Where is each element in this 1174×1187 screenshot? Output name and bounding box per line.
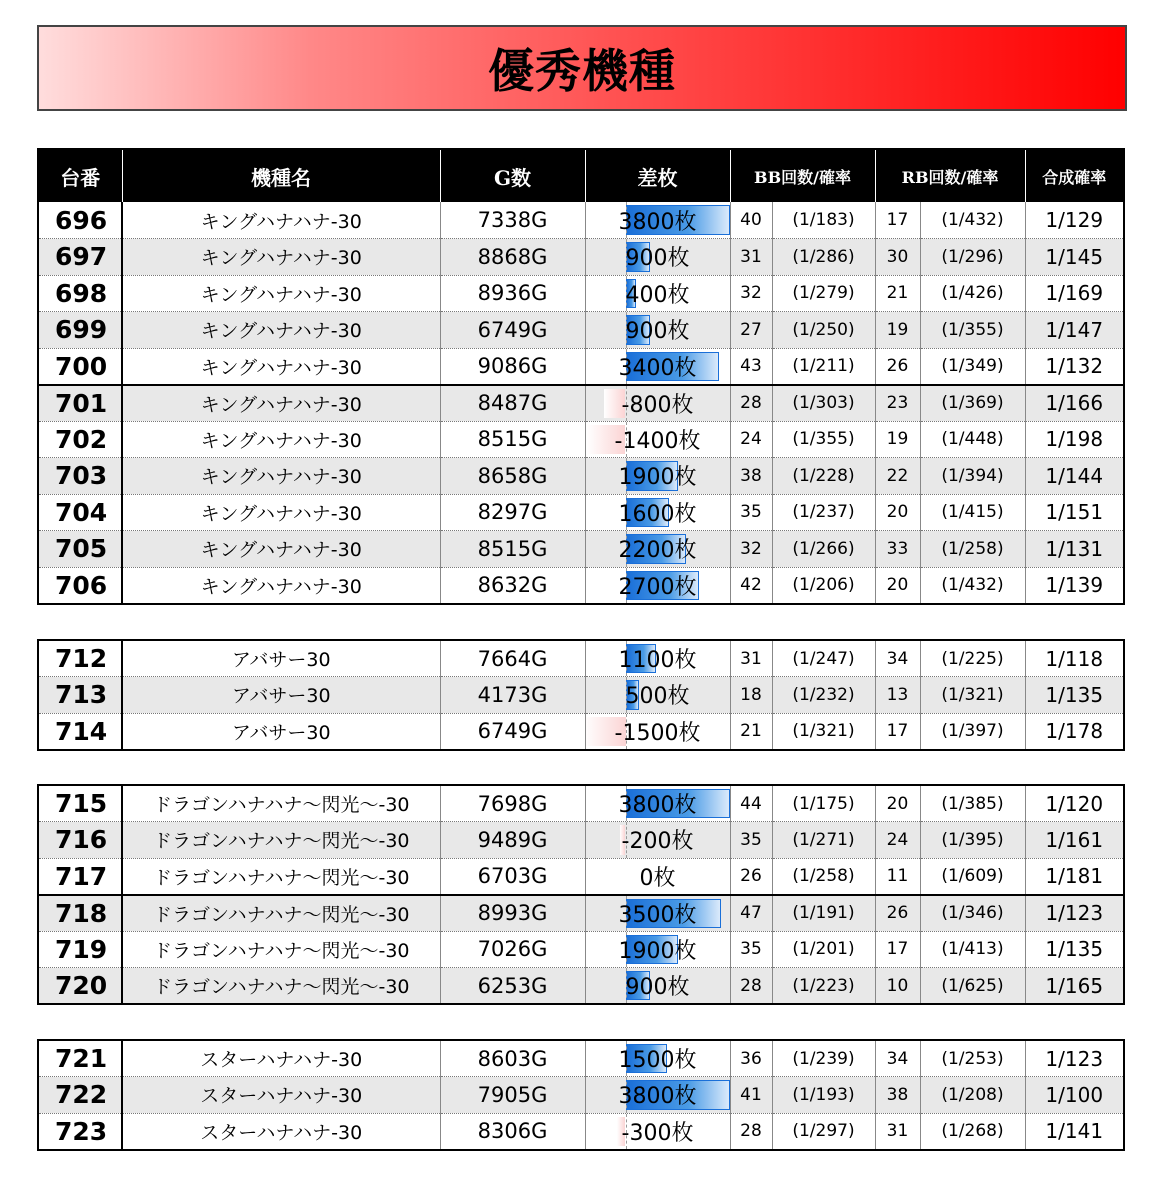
coin-difference-label: 2200枚 — [618, 538, 697, 564]
machine-table — [37, 148, 1125, 605]
bb-count: 35 — [730, 822, 772, 859]
coin-difference — [585, 275, 730, 312]
machine-number: 704 — [38, 494, 122, 531]
game-count: 4173G — [440, 677, 585, 714]
bb-count: 27 — [730, 312, 772, 349]
rb-count: 17 — [875, 202, 920, 239]
combined-probability: 1/135 — [1025, 931, 1124, 968]
coin-difference — [585, 785, 730, 822]
combined-probability: 1/181 — [1025, 858, 1124, 895]
bb-probability: (1/239) — [772, 1040, 875, 1077]
bb-count: 40 — [730, 202, 772, 239]
table-row — [38, 1040, 1124, 1077]
rb-count: 21 — [875, 275, 920, 312]
bb-count: 35 — [730, 494, 772, 531]
bb-count: 21 — [730, 713, 772, 750]
coin-difference-label: -1500枚 — [614, 720, 701, 746]
header-bb: BB回数/確率 — [730, 149, 875, 202]
coin-difference-label: 400枚 — [625, 282, 690, 308]
combined-probability: 1/161 — [1025, 822, 1124, 859]
table-row — [38, 312, 1124, 349]
machine-name: キングハナハナ-30 — [122, 239, 440, 276]
coin-difference-label: 3400枚 — [618, 355, 697, 381]
rb-probability: (1/321) — [920, 677, 1025, 714]
rb-probability: (1/395) — [920, 822, 1025, 859]
coin-difference — [585, 239, 730, 276]
rb-count: 23 — [875, 385, 920, 422]
machine-name: キングハナハナ-30 — [122, 348, 440, 385]
rb-count: 31 — [875, 1113, 920, 1150]
rb-probability: (1/426) — [920, 275, 1025, 312]
bb-probability: (1/266) — [772, 531, 875, 568]
coin-difference-label: 2700枚 — [618, 574, 697, 600]
combined-probability: 1/123 — [1025, 895, 1124, 932]
coin-difference — [585, 494, 730, 531]
game-count: 7698G — [440, 785, 585, 822]
combined-probability: 1/141 — [1025, 1113, 1124, 1150]
rb-probability: (1/394) — [920, 458, 1025, 495]
table-row — [38, 348, 1124, 385]
game-count: 8993G — [440, 895, 585, 932]
bb-probability: (1/286) — [772, 239, 875, 276]
bb-probability: (1/191) — [772, 895, 875, 932]
machine-name: アバサー30 — [122, 713, 440, 750]
bb-count: 28 — [730, 385, 772, 422]
rb-probability: (1/355) — [920, 312, 1025, 349]
coin-difference — [585, 348, 730, 385]
coin-difference — [585, 858, 730, 895]
rb-count: 34 — [875, 1040, 920, 1077]
coin-difference-label: 900枚 — [625, 319, 690, 345]
coin-difference — [585, 1113, 730, 1150]
coin-difference — [585, 567, 730, 604]
bb-count: 43 — [730, 348, 772, 385]
machine-table — [37, 784, 1125, 1005]
table-row — [38, 822, 1124, 859]
game-count: 6703G — [440, 858, 585, 895]
bb-count: 38 — [730, 458, 772, 495]
machine-number: 712 — [38, 640, 122, 677]
combined-probability: 1/120 — [1045, 791, 1104, 816]
rb-count: 33 — [875, 531, 920, 568]
coin-difference-label: 1500枚 — [618, 1048, 697, 1073]
table-row — [38, 567, 1124, 604]
rb-count: 17 — [875, 713, 920, 750]
rb-count: 20 — [875, 785, 920, 822]
game-count: 7905G — [440, 1077, 585, 1114]
game-count: 7338G — [440, 202, 585, 239]
rb-probability: (1/397) — [920, 713, 1025, 750]
machine-name: キングハナハナ-30 — [122, 567, 440, 604]
game-count: 9086G — [440, 348, 585, 385]
bb-count: 42 — [730, 567, 772, 604]
game-count: 8306G — [440, 1113, 585, 1150]
game-count: 8515G — [440, 531, 585, 568]
combined-probability: 1/100 — [1025, 1077, 1124, 1114]
rb-count: 10 — [875, 968, 920, 1005]
bb-probability: (1/271) — [772, 822, 875, 859]
machine-name: ドラゴンハナハナ～閃光～-30 — [122, 895, 440, 932]
game-count: 8603G — [440, 1040, 585, 1077]
bb-probability: (1/193) — [772, 1077, 875, 1114]
bb-count: 24 — [730, 421, 772, 458]
bb-probability: (1/355) — [772, 421, 875, 458]
bb-probability: (1/201) — [772, 931, 875, 968]
rb-probability: (1/432) — [920, 567, 1025, 604]
rb-count: 26 — [875, 348, 920, 385]
machine-name: キングハナハナ-30 — [122, 275, 440, 312]
coin-difference — [585, 640, 730, 677]
title-banner — [37, 25, 1127, 111]
table-row — [38, 458, 1124, 495]
machine-name: キングハナハナ-30 — [122, 202, 440, 239]
table-row — [38, 858, 1124, 895]
machine-number: 716 — [38, 822, 122, 859]
bb-probability: (1/279) — [772, 275, 875, 312]
bb-count: 26 — [730, 858, 772, 895]
coin-difference-label: 3800枚 — [618, 793, 697, 818]
combined-probability: 1/166 — [1025, 385, 1124, 422]
rb-probability: (1/268) — [920, 1113, 1025, 1150]
game-count: 7664G — [440, 640, 585, 677]
coin-difference — [585, 1077, 730, 1114]
bb-count: 36 — [730, 1040, 772, 1077]
table-row — [38, 713, 1124, 750]
coin-difference — [585, 677, 730, 714]
machine-number: 698 — [38, 275, 122, 312]
bb-probability: (1/223) — [772, 968, 875, 1005]
rb-probability: (1/208) — [920, 1077, 1025, 1114]
bb-count: 41 — [730, 1077, 772, 1114]
bb-probability: (1/237) — [772, 494, 875, 531]
rb-count: 22 — [875, 458, 920, 495]
rb-probability: (1/349) — [920, 348, 1025, 385]
machine-name: ドラゴンハナハナ～閃光～-30 — [122, 931, 440, 968]
machine-name: ドラゴンハナハナ～閃光～-30 — [122, 822, 440, 859]
header-num: 台番 — [38, 149, 122, 202]
rb-count: 17 — [875, 931, 920, 968]
machine-number: 719 — [38, 931, 122, 968]
machine-name: キングハナハナ-30 — [122, 531, 440, 568]
game-count: 8868G — [440, 239, 585, 276]
table-row — [38, 785, 1124, 822]
rb-probability: (1/448) — [920, 421, 1025, 458]
bb-count: 47 — [730, 895, 772, 932]
machine-number: 713 — [38, 677, 122, 714]
combined-probability: 1/145 — [1025, 239, 1124, 276]
game-count: 8515G — [440, 421, 585, 458]
machine-name: キングハナハナ-30 — [122, 421, 440, 458]
rb-probability: (1/432) — [920, 202, 1025, 239]
combined-probability: 1/131 — [1025, 531, 1124, 568]
coin-difference — [585, 822, 730, 859]
table-row — [38, 677, 1124, 714]
rb-count: 38 — [875, 1077, 920, 1114]
bb-count: 31 — [730, 239, 772, 276]
rb-count: 11 — [875, 858, 920, 895]
coin-difference — [585, 968, 730, 1005]
coin-difference-label: -1400枚 — [614, 428, 701, 454]
rb-count: 30 — [875, 239, 920, 276]
coin-difference-label: 900枚 — [625, 975, 690, 1000]
coin-difference-label: 3800枚 — [618, 1084, 697, 1110]
rb-probability: (1/413) — [920, 931, 1025, 968]
header-diff: 差枚 — [585, 149, 730, 202]
machine-name: キングハナハナ-30 — [122, 385, 440, 422]
rb-probability: (1/225) — [920, 640, 1025, 677]
combined-probability: 1/129 — [1045, 208, 1104, 232]
machine-name: ドラゴンハナハナ～閃光～-30 — [122, 785, 440, 822]
header-row — [38, 149, 1124, 202]
coin-difference-label: -800枚 — [621, 392, 694, 418]
machine-number: 720 — [38, 968, 122, 1005]
bb-count: 44 — [730, 785, 772, 822]
coin-difference-label: 0枚 — [639, 865, 676, 891]
combined-probability: 1/198 — [1025, 421, 1124, 458]
bb-count: 18 — [730, 677, 772, 714]
bb-probability: (1/175) — [772, 785, 875, 822]
rb-probability: (1/609) — [920, 858, 1025, 895]
coin-difference-label: 900枚 — [625, 246, 690, 272]
table-row — [38, 1077, 1124, 1114]
machine-number: 718 — [38, 895, 122, 932]
bb-probability: (1/211) — [772, 348, 875, 385]
game-count: 8632G — [440, 567, 585, 604]
game-count: 7026G — [440, 931, 585, 968]
machine-number: 715 — [38, 785, 122, 822]
game-count: 8487G — [440, 385, 585, 422]
rb-probability: (1/415) — [920, 494, 1025, 531]
combined-probability: 1/132 — [1025, 348, 1124, 385]
header-syn: 合成確率 — [1025, 149, 1124, 202]
machine-name: キングハナハナ-30 — [122, 494, 440, 531]
coin-difference — [585, 531, 730, 568]
machine-name: キングハナハナ-30 — [122, 312, 440, 349]
rb-count: 20 — [875, 567, 920, 604]
bb-probability: (1/250) — [772, 312, 875, 349]
rb-probability: (1/258) — [920, 531, 1025, 568]
game-count: 8658G — [440, 458, 585, 495]
rb-probability: (1/369) — [920, 385, 1025, 422]
table-row — [38, 385, 1124, 422]
machine-number: 697 — [38, 239, 122, 276]
machine-name: スターハナハナ-30 — [122, 1040, 440, 1077]
header-g: G数 — [440, 149, 585, 202]
combined-probability: 1/139 — [1025, 567, 1124, 604]
machine-name: ドラゴンハナハナ～閃光～-30 — [122, 858, 440, 895]
table-row — [38, 931, 1124, 968]
bb-probability: (1/258) — [772, 858, 875, 895]
machine-number: 722 — [38, 1077, 122, 1114]
game-count: 8297G — [440, 494, 585, 531]
bb-probability: (1/206) — [772, 567, 875, 604]
table-row — [38, 202, 1124, 239]
rb-count: 20 — [875, 494, 920, 531]
machine-name: アバサー30 — [122, 640, 440, 677]
bb-probability: (1/247) — [772, 640, 875, 677]
machine-number: 700 — [38, 348, 122, 385]
table-row — [38, 968, 1124, 1005]
machine-name: スターハナハナ-30 — [122, 1077, 440, 1114]
machine-number: 723 — [38, 1113, 122, 1150]
machine-number: 714 — [38, 713, 122, 750]
coin-difference-label: 1900枚 — [618, 938, 697, 964]
machine-number: 717 — [38, 858, 122, 895]
page-title: 優秀機種 — [488, 44, 676, 98]
game-count: 6749G — [440, 312, 585, 349]
coin-difference — [585, 1040, 730, 1077]
bb-probability: (1/183) — [772, 202, 875, 239]
table-row — [38, 239, 1124, 276]
table-row — [38, 531, 1124, 568]
rb-count: 24 — [875, 822, 920, 859]
bb-count: 28 — [730, 968, 772, 1005]
coin-difference-label: 500枚 — [625, 684, 690, 710]
coin-difference — [585, 931, 730, 968]
coin-difference-label: 1100枚 — [618, 648, 697, 673]
rb-count: 19 — [875, 312, 920, 349]
coin-difference-label: -300枚 — [621, 1120, 694, 1146]
combined-probability: 1/147 — [1025, 312, 1124, 349]
rb-probability: (1/385) — [920, 785, 1025, 822]
combined-probability: 1/178 — [1025, 713, 1124, 750]
table-row — [38, 895, 1124, 932]
rb-count: 34 — [875, 640, 920, 677]
bb-probability: (1/321) — [772, 713, 875, 750]
combined-probability: 1/151 — [1025, 494, 1124, 531]
machine-number: 705 — [38, 531, 122, 568]
coin-difference-label: 1900枚 — [618, 465, 697, 491]
machine-number: 696 — [38, 202, 122, 239]
machine-name: ドラゴンハナハナ～閃光～-30 — [122, 968, 440, 1005]
combined-probability: 1/118 — [1045, 646, 1104, 671]
combined-probability: 1/135 — [1025, 677, 1124, 714]
table-row — [38, 1113, 1124, 1150]
coin-difference-label: 3500枚 — [618, 902, 697, 928]
bb-probability: (1/232) — [772, 677, 875, 714]
coin-difference — [585, 895, 730, 932]
header-rb: RB回数/確率 — [875, 149, 1025, 202]
bb-count: 31 — [730, 640, 772, 677]
coin-difference-label: 1600枚 — [618, 501, 697, 527]
bb-probability: (1/297) — [772, 1113, 875, 1150]
machine-name: スターハナハナ-30 — [122, 1113, 440, 1150]
combined-probability: 1/123 — [1045, 1046, 1104, 1071]
bb-probability: (1/303) — [772, 385, 875, 422]
bb-count: 28 — [730, 1113, 772, 1150]
coin-difference — [585, 202, 730, 239]
table-row — [38, 421, 1124, 458]
combined-probability: 1/165 — [1025, 968, 1124, 1005]
coin-difference — [585, 713, 730, 750]
table-row — [38, 494, 1124, 531]
rb-probability: (1/296) — [920, 239, 1025, 276]
bb-count: 32 — [730, 275, 772, 312]
header-name: 機種名 — [122, 149, 440, 202]
machine-number: 721 — [38, 1040, 122, 1077]
rb-probability: (1/253) — [920, 1040, 1025, 1077]
game-count: 8936G — [440, 275, 585, 312]
game-count: 6253G — [440, 968, 585, 1005]
game-count: 6749G — [440, 713, 585, 750]
coin-difference-label: 3800枚 — [618, 209, 697, 235]
coin-difference — [585, 458, 730, 495]
rb-count: 26 — [875, 895, 920, 932]
table-row — [38, 275, 1124, 312]
game-count: 9489G — [440, 822, 585, 859]
rb-count: 19 — [875, 421, 920, 458]
coin-difference — [585, 385, 730, 422]
rb-probability: (1/625) — [920, 968, 1025, 1005]
rb-probability: (1/346) — [920, 895, 1025, 932]
table-row — [38, 640, 1124, 677]
bb-count: 32 — [730, 531, 772, 568]
machine-number: 699 — [38, 312, 122, 349]
machine-number: 703 — [38, 458, 122, 495]
rb-count: 13 — [875, 677, 920, 714]
bb-probability: (1/228) — [772, 458, 875, 495]
combined-probability: 1/169 — [1025, 275, 1124, 312]
combined-probability: 1/144 — [1025, 458, 1124, 495]
machine-name: アバサー30 — [122, 677, 440, 714]
machine-table — [37, 639, 1125, 751]
machine-number: 701 — [38, 385, 122, 422]
bb-count: 35 — [730, 931, 772, 968]
coin-difference — [585, 421, 730, 458]
machine-name: キングハナハナ-30 — [122, 458, 440, 495]
coin-difference — [585, 312, 730, 349]
coin-difference-label: -200枚 — [621, 829, 694, 855]
machine-table — [37, 1039, 1125, 1151]
machine-number: 702 — [38, 421, 122, 458]
machine-number: 706 — [38, 567, 122, 604]
